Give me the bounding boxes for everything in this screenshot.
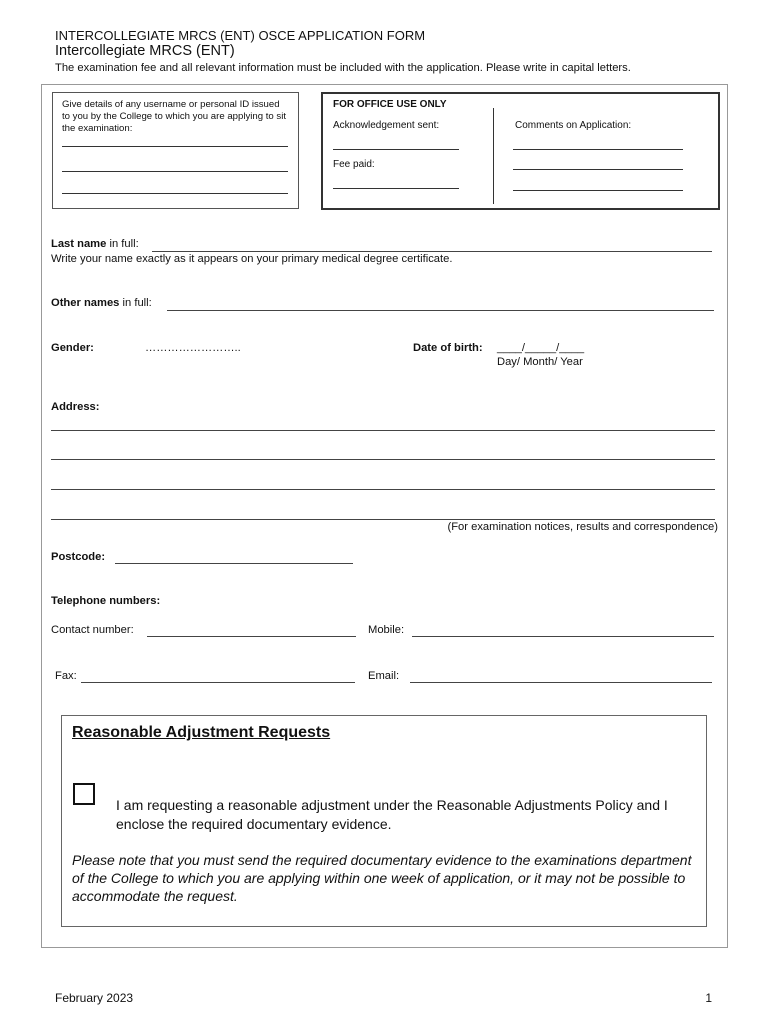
comments-line-2 xyxy=(513,169,683,170)
address-line-3[interactable] xyxy=(51,489,715,490)
address-line-2[interactable] xyxy=(51,459,715,460)
address-line-1[interactable] xyxy=(51,430,715,431)
office-divider xyxy=(493,108,494,204)
ack-line xyxy=(333,149,459,150)
email-label: Email: xyxy=(368,670,400,682)
fax-field[interactable] xyxy=(81,682,355,683)
other-names-field[interactable] xyxy=(167,310,714,311)
contact-field[interactable] xyxy=(147,636,356,637)
contact-label: Contact number: xyxy=(51,624,134,636)
ack-label: Acknowledgement sent: xyxy=(333,120,440,131)
id-line-2[interactable] xyxy=(62,171,288,172)
mobile-label: Mobile: xyxy=(368,624,405,636)
footer-date: February 2023 xyxy=(55,991,134,1005)
adjustment-checkbox[interactable] xyxy=(73,783,95,805)
adjustment-note: Please note that you must send the required documentary evidence to the examinations department of the College to which you are applying within one week of application, or it may not be possible to accommodate the request. xyxy=(72,852,692,904)
fee-line xyxy=(333,188,459,189)
fee-label: Fee paid: xyxy=(333,159,375,170)
id-details-box xyxy=(52,92,299,209)
postcode-field[interactable] xyxy=(115,563,353,564)
form-title: INTERCOLLEGIATE MRCS (ENT) OSCE APPLICATION FORM xyxy=(55,28,426,43)
other-names-label: Other names in full: xyxy=(51,297,152,309)
comments-line-3 xyxy=(513,190,683,191)
id-line-3[interactable] xyxy=(62,193,288,194)
telephone-heading: Telephone numbers: xyxy=(51,595,161,607)
gender-field[interactable]: …………………….. xyxy=(145,342,241,354)
fax-label: Fax: xyxy=(55,670,77,682)
id-line-1[interactable] xyxy=(62,146,288,147)
office-heading: FOR OFFICE USE ONLY xyxy=(333,99,447,110)
postcode-label: Postcode: xyxy=(51,551,106,563)
last-name-note: Write your name exactly as it appears on your primary medical degree certificate. xyxy=(51,253,453,265)
last-name-label: Last name in full: xyxy=(51,238,139,250)
dob-label: Date of birth: xyxy=(413,342,483,354)
adjustment-request-text: I am requesting a reasonable adjustment under the Reasonable Adjustments Policy and I enclose the required documentary evidence. xyxy=(116,797,668,832)
adjustments-box xyxy=(61,715,707,927)
address-line-4[interactable] xyxy=(51,519,715,520)
last-name-field[interactable] xyxy=(152,251,712,252)
gender-label: Gender: xyxy=(51,342,94,354)
mobile-field[interactable] xyxy=(412,636,714,637)
id-details-text: Give details of any username or personal ID issued to you by the College to which you are applying to sit the examination: xyxy=(62,99,286,134)
form-instructions: The examination fee and all relevant information must be included with the application. Please write in capital letters. xyxy=(55,62,631,74)
dob-hint: Day/ Month/ Year xyxy=(497,356,583,368)
adjustments-title: Reasonable Adjustment Requests xyxy=(72,724,331,741)
page-number: 1 xyxy=(705,991,712,1005)
office-use-box xyxy=(321,92,720,210)
comments-label: Comments on Application: xyxy=(515,120,632,131)
address-note: (For examination notices, results and correspondence) xyxy=(447,521,718,533)
address-label: Address: xyxy=(51,401,100,413)
comments-line-1 xyxy=(513,149,683,150)
email-field[interactable] xyxy=(410,682,712,683)
form-subtitle: Intercollegiate MRCS (ENT) xyxy=(55,43,235,59)
dob-field[interactable]: ____/_____/____ xyxy=(497,342,585,354)
